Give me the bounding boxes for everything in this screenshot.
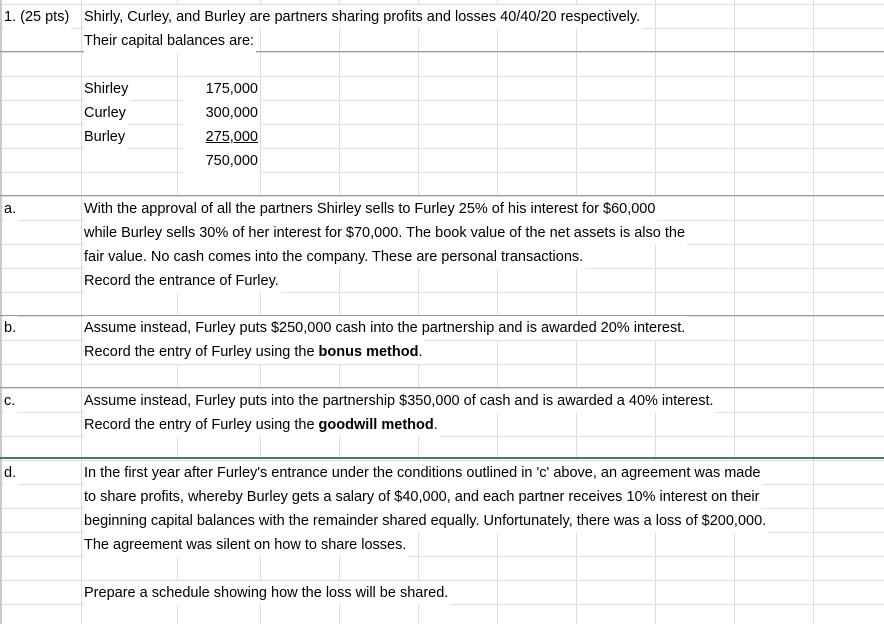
capital-amount-burley-value: 275,000 (205, 129, 258, 145)
part-c-line2[interactable] (84, 413, 440, 437)
part-d-line3[interactable]: beginning capital balances with the remainder shared equally. Unfortunately, there was a loss of $200,000. (84, 509, 768, 533)
row-separator (0, 387, 884, 388)
bonus-method-text: bonus method (318, 344, 419, 360)
part-c-label[interactable]: c. (4, 389, 17, 413)
part-b-line2[interactable] (84, 340, 424, 364)
question-number[interactable]: 1. (25 pts) (4, 5, 71, 29)
part-c-line2-prefix: Record the entry of Furley using the (84, 417, 319, 433)
part-a-line1[interactable]: With the approval of all the partners Shirley sells to Furley 25% of his interest for $60,000 (84, 197, 657, 221)
row-header-edge (0, 0, 2, 624)
part-a-line2[interactable]: while Burley sells 30% of her interest for $70,000. The book value of the net assets is also the (84, 221, 687, 245)
part-a-line3[interactable]: fair value. No cash comes into the company. These are personal transactions. (84, 245, 585, 269)
part-d-line4[interactable]: The agreement was silent on how to share losses. (84, 533, 408, 557)
part-b-label[interactable]: b. (4, 316, 18, 340)
goodwill-method-text: goodwill method (318, 417, 434, 433)
question-text-line1[interactable]: Shirly, Curley, and Burley are partners sharing profits and losses 40/40/20 respectively. (84, 5, 642, 29)
partner-name-curley[interactable]: Curley (84, 101, 128, 125)
part-b-line2-prefix: Record the entry of Furley using the (84, 344, 319, 360)
capital-amount-curley[interactable]: 300,000 (183, 101, 260, 125)
partner-name-shirley[interactable]: Shirley (84, 77, 130, 101)
part-d-instruction[interactable]: Prepare a schedule showing how the loss will be shared. (84, 581, 450, 605)
part-a-line4[interactable]: Record the entrance of Furley. (84, 269, 281, 293)
capital-amount-shirley[interactable]: 175,000 (183, 77, 260, 101)
question-text-line2[interactable]: Their capital balances are: (84, 29, 256, 53)
part-d-line2[interactable]: to share profits, whereby Burley gets a salary of $40,000, and each partner receives 10% interest on their (84, 485, 761, 509)
part-d-line1[interactable]: In the first year after Furley's entrance under the conditions outlined in 'c' above, an agreement was made (84, 461, 763, 485)
part-b-line2-suffix: . (418, 344, 423, 360)
row-separator-green (0, 457, 884, 459)
part-a-label[interactable]: a. (4, 197, 18, 221)
part-c-line2-suffix: . (433, 417, 438, 433)
capital-amount-burley[interactable] (183, 125, 260, 149)
part-c-line1[interactable]: Assume instead, Furley puts into the partnership $350,000 of cash and is awarded a 40% interest. (84, 389, 716, 413)
capital-total[interactable]: 750,000 (183, 149, 260, 173)
part-d-label[interactable]: d. (4, 461, 18, 485)
row-separator (0, 195, 884, 196)
partner-name-burley[interactable]: Burley (84, 125, 127, 149)
part-b-line1[interactable]: Assume instead, Furley puts $250,000 cash into the partnership and is awarded 20% interest. (84, 316, 687, 340)
